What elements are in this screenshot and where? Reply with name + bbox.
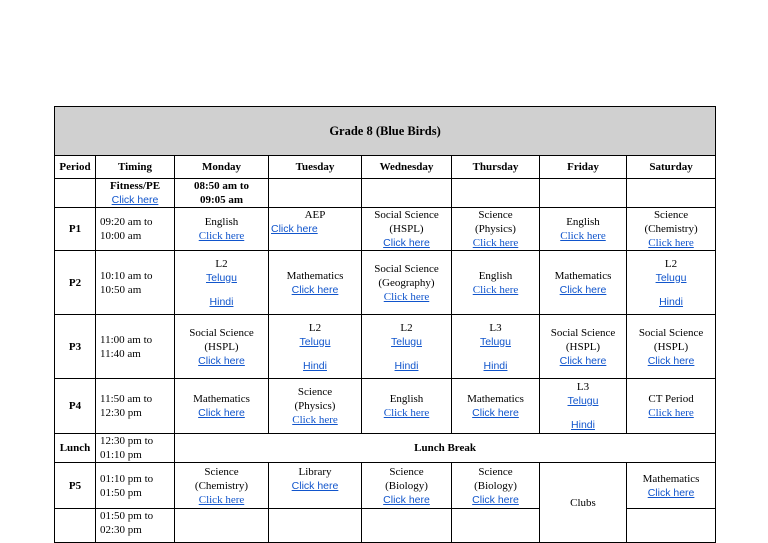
p4-wednesday-link[interactable]: Click here <box>383 407 430 419</box>
period-label: P2 <box>55 251 96 315</box>
timetable <box>54 106 716 543</box>
table-row: Lunch 12:30 pm to 01:10 pm Lunch Break <box>55 434 716 463</box>
table-row: P1 09:20 am to 10:00 am English Click here AEP Click here Social Science (HSPL) Click here Science (Physics) Click here English Click here Science (Chemistry) Click here <box>55 208 716 251</box>
p2-monday-telugu-link[interactable]: Telugu <box>206 271 237 284</box>
p3-monday-link[interactable]: Click here <box>198 354 245 367</box>
p3-saturday-link[interactable]: Click here <box>647 354 695 367</box>
header-tuesday: Tuesday <box>269 156 362 179</box>
p1-friday-link[interactable]: Click here <box>560 230 606 242</box>
p1-thursday-link[interactable]: Click here <box>472 237 519 249</box>
p1-wednesday-link[interactable]: Click here <box>383 237 430 249</box>
fitness-link[interactable]: Click here <box>111 194 159 206</box>
p1-tuesday-link[interactable]: Click here <box>271 223 318 235</box>
header-period: Period <box>55 156 96 179</box>
header-friday: Friday <box>540 156 627 179</box>
period-label: P4 <box>55 379 96 434</box>
header-timing: Timing <box>96 156 175 179</box>
header-monday: Monday <box>175 156 269 179</box>
p2-tuesday-link[interactable]: Click here <box>291 283 339 296</box>
p3-thursday-hindi-link[interactable]: Hindi <box>483 359 508 372</box>
p3-thursday-telugu-link[interactable]: Telugu <box>480 335 511 348</box>
p5-saturday-link[interactable]: Click here <box>647 486 695 499</box>
table-row: P3 11:00 am to 11:40 am Social Science (HSPL) Click here L2 Telugu Hindi L2 Telugu Hindi L3 Telugu Hindi Social Science (HSPL) Click here Social Science (HSPL) Click here <box>55 315 716 379</box>
table-row: 01:50 pm to 02:30 pm <box>55 509 716 543</box>
p4-monday-link[interactable]: Click here <box>198 407 245 419</box>
p2-thursday-link[interactable]: Click here <box>472 283 519 296</box>
p2-wednesday-link[interactable]: Click here <box>383 290 430 303</box>
fitness-label: Fitness/PE <box>109 180 161 192</box>
p3-tuesday-hindi-link[interactable]: Hindi <box>303 359 327 372</box>
p3-wednesday-telugu-link[interactable]: Telugu <box>391 335 422 348</box>
table-row: P2 10:10 am to 10:50 am L2 Telugu Hindi Mathematics Click here Social Science (Geography) Click here English Click here Mathematics Click here L2 Telugu Hindi <box>55 251 716 315</box>
lunch-break-label: Lunch Break <box>175 434 716 463</box>
header-thursday: Thursday <box>452 156 540 179</box>
period-label: P1 <box>55 208 96 251</box>
p2-saturday-telugu-link[interactable]: Telugu <box>655 271 687 284</box>
table-row: P4 11:50 am to 12:30 pm Mathematics Click here Science (Physics) Click here English Click here Mathematics Click here L3 Telugu Hindi CT Period Click here <box>55 379 716 434</box>
p4-tuesday-link[interactable]: Click here <box>292 414 338 426</box>
p5-monday-link[interactable]: Click here <box>198 493 245 506</box>
p2-friday-link[interactable]: Click here <box>559 283 607 296</box>
period-label: Lunch <box>55 434 96 463</box>
table-row: P5 01:10 pm to 01:50 pm Science (Chemistry) Click here Library Click here Science (Biology) Click here Science (Biology) Click here Clubs Mathematics Click here <box>55 463 716 509</box>
p5-thursday-link[interactable]: Click here <box>472 493 519 506</box>
p2-saturday-hindi-link[interactable]: Hindi <box>659 295 684 308</box>
p2-monday-hindi-link[interactable]: Hindi <box>209 295 234 308</box>
header-saturday: Saturday <box>627 156 716 179</box>
p4-saturday-link[interactable]: Click here <box>648 407 694 419</box>
p4-friday-hindi-link[interactable]: Hindi <box>571 419 595 431</box>
clubs-cell: Clubs <box>540 463 627 543</box>
table-row: Fitness/PE Click here 08:50 am to 09:05 am <box>55 179 716 208</box>
period-label: P5 <box>55 463 96 509</box>
p3-friday-link[interactable]: Click here <box>559 354 607 367</box>
p4-thursday-link[interactable]: Click here <box>472 407 519 419</box>
p5-tuesday-link[interactable]: Click here <box>291 479 339 492</box>
p3-wednesday-hindi-link[interactable]: Hindi <box>394 359 419 372</box>
period-label: P3 <box>55 315 96 379</box>
timetable-title: Grade 8 (Blue Birds) <box>55 107 716 156</box>
p5-wednesday-link[interactable]: Click here <box>383 493 430 506</box>
p1-monday-link[interactable]: Click here <box>198 230 245 242</box>
header-wednesday: Wednesday <box>362 156 452 179</box>
p3-tuesday-telugu-link[interactable]: Telugu <box>299 335 331 348</box>
p4-friday-telugu-link[interactable]: Telugu <box>567 395 599 407</box>
p1-saturday-link[interactable]: Click here <box>648 237 694 249</box>
